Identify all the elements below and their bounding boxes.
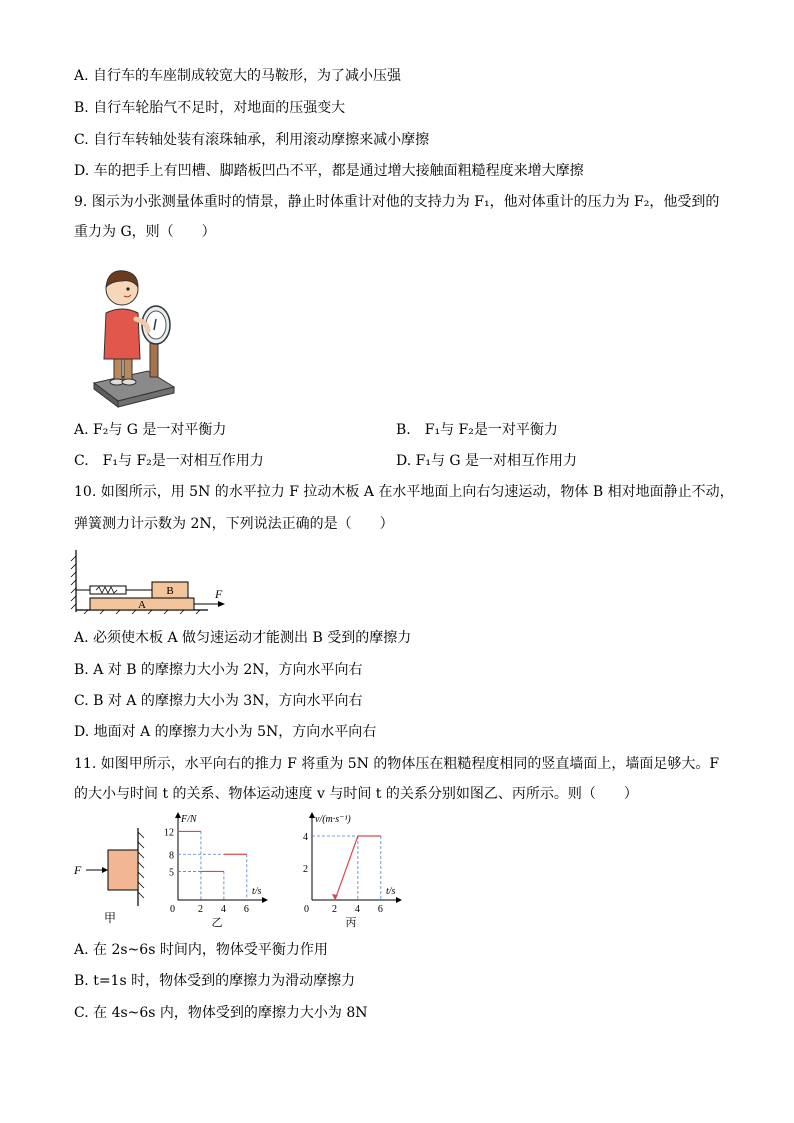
q10-stem-line1: 10. 如图所示，用 5N 的水平拉力 F 拉动木板 A 在水平地面上向右匀速运动，物体 B 相对地面静止不动， [74, 484, 734, 500]
wall [71, 550, 76, 612]
q9-figure-person-on-scale [88, 265, 188, 410]
chart-caption: 丙 [345, 917, 357, 929]
q10-stem-line2: 弹簧测力计示数为 2N，下列说法正确的是（ ） [74, 516, 394, 532]
q10-option-b: B. A 对 B 的摩擦力大小为 2N，方向水平向右 [74, 662, 363, 678]
y-tick-label: 5 [169, 867, 174, 879]
y-tick-label: 8 [169, 850, 174, 862]
velocity-segment [335, 836, 358, 900]
x-axis-arrow [396, 897, 402, 903]
q11-stem-line2: 的大小与时间 t 的关系、物体运动速度 v 与时间 t 的关系分别如图乙、丙所示。则（ ） [74, 786, 638, 802]
q10-option-d: D. 地面对 A 的摩擦力大小为 5N，方向水平向右 [74, 724, 377, 740]
y-tick-label: 4 [303, 832, 308, 843]
q8-option-b: B. 自行车轮胎气不足时，对地面的压强变大 [74, 100, 346, 116]
block-b-label: B [166, 585, 174, 597]
q11-chart-yi [158, 812, 278, 932]
q8-option-c: C. 自行车转轴处装有滚珠轴承，利用滚动摩擦来减小摩擦 [74, 132, 430, 148]
spring-scale [76, 586, 152, 594]
force-arrow-f [194, 601, 225, 607]
x-tick-label: 6 [243, 904, 249, 915]
x-tick-label: 6 [377, 904, 383, 915]
chart-caption: 乙 [211, 917, 223, 929]
q8-option-d: D. 车的把手上有凹槽、脚踏板凹凸不平，都是通过增大接触面粗糙程度来增大摩擦 [74, 163, 584, 179]
q11-stem-line1: 11. 如图甲所示，水平向右的推力 F 将重为 5N 的物体压在粗糙程度相同的竖直墙面上，墙面足够大。F [74, 756, 720, 772]
q8-option-a: A. 自行车的车座制成较宽大的马鞍形，为了减小压强 [74, 68, 402, 84]
x-tick-label: 2 [197, 904, 203, 915]
x-axis-label: t/s [386, 886, 396, 897]
q10-option-a: A. 必须使木板 A 做匀速运动才能测出 B 受到的摩擦力 [74, 630, 412, 646]
x-axis-label: t/s [252, 886, 262, 897]
x-tick-label: 0 [170, 904, 175, 915]
q9-option-a: A. F₂与 G 是一对平衡力 [74, 422, 227, 438]
y-axis-label: v/(m·s⁻¹) [315, 814, 351, 825]
scale-platform [94, 371, 174, 407]
figure-jia-caption: 甲 [103, 911, 117, 925]
q11-option-c: C. 在 4s~6s 内，物体受到的摩擦力大小为 8N [74, 1005, 368, 1021]
x-tick-label: 4 [354, 904, 360, 915]
q9-option-b: B. F₁与 F₂是一对平衡力 [396, 422, 558, 438]
q9-stem-line2: 重力为 G，则（ ） [74, 224, 216, 240]
x-tick-label: 4 [220, 904, 226, 915]
force-label-f: F [74, 863, 82, 877]
velocity-arrowhead [332, 894, 338, 900]
x-tick-label: 0 [304, 904, 309, 915]
y-tick-label: 12 [164, 827, 174, 839]
q10-option-c: C. B 对 A 的摩擦力大小为 3N，方向水平向右 [74, 693, 363, 709]
x-axis-arrow [262, 897, 268, 903]
q10-figure-block-board [68, 546, 238, 616]
q9-stem-line1: 9. 图示为小张测量体重时的情景，静止时体重计对他的支持力为 F₁，他对体重计的压力为 F₂，他受到的 [74, 194, 720, 210]
object-block [108, 850, 138, 890]
x-tick-label: 2 [331, 904, 337, 915]
force-label-f: F [215, 587, 223, 601]
wall [138, 828, 144, 906]
force-arrow-f [86, 867, 108, 873]
board-a-label: A [138, 599, 146, 611]
q11-chart-bing [292, 812, 412, 932]
q11-figure-jia [70, 822, 150, 932]
q11-option-a: A. 在 2s~6s 时间内，物体受平衡力作用 [74, 942, 328, 958]
y-axis-label: F/N [181, 814, 197, 825]
q9-option-d: D. F₁与 G 是一对相互作用力 [396, 453, 578, 469]
q9-option-c: C. F₁与 F₂是一对相互作用力 [74, 453, 264, 469]
q11-option-b: B. t=1s 时，物体受到的摩擦力为滑动摩擦力 [74, 973, 356, 989]
y-tick-label: 2 [303, 864, 308, 875]
